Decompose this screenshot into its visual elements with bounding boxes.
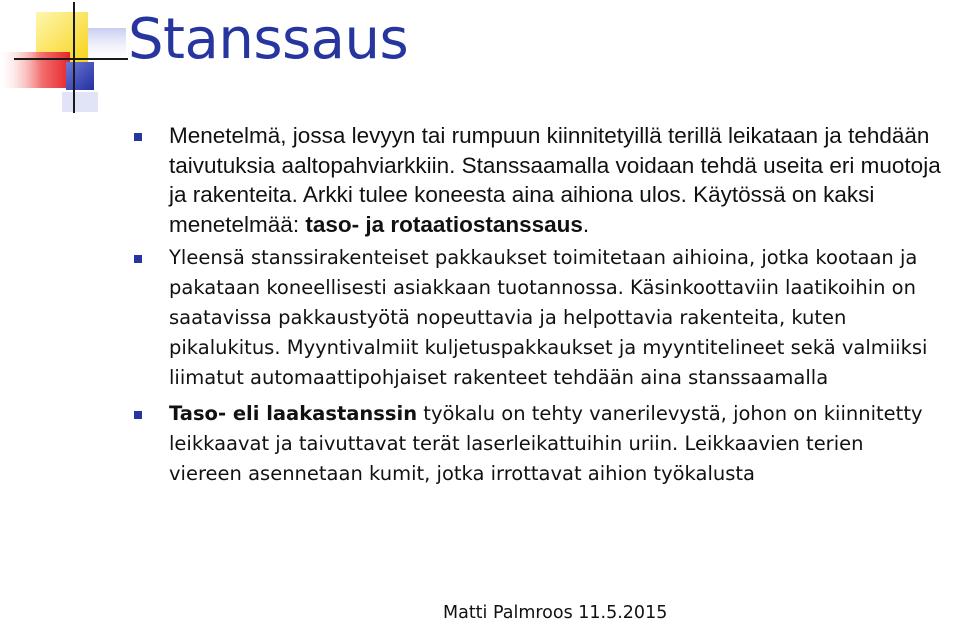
- bullet-text: työkalu on tehty vanerilevystä, johon on kiinnitetty leikkaavat ja taivuttavat terät laserleikattuihin uriin. Leikkaavien terien viereen asennetaan kumit, jotka irrottavat aihion työkalusta: [169, 402, 923, 485]
- bullet-bold-text: Taso- eli laakastanssin: [169, 402, 418, 425]
- bullet-list: [0, 121, 959, 489]
- page-title: Stanssaus: [128, 7, 409, 72]
- square-bullet-icon: [134, 255, 142, 263]
- bullet-text: Yleensä stanssirakenteiset pakkaukset toimitetaan aihioina, jotka kootaan ja pakataan koneellisesti asiakkaan tuotannossa. Käsinkoottaviin laatikoihin on saatavissa pakkaustyötä nopeuttavia ja helpottavia rakenteita, kuten pikalukitus. Myyntivalmiit kuljetuspakkaukset ja myyntitelineet sekä valmiiksi liimatut automaattipohjaiset rakenteet tehdään aina stanssaamalla: [169, 246, 928, 389]
- bullet-text: Menetelmä, jossa levyyn tai rumpuun kiinnitetyillä terillä leikataan ja tehdään taivutuksia aaltopahviarkkiin. Stanssaamalla voidaan tehdä useita eri muotoja ja rakenteita. Arkki tulee koneesta aina aihiona ulos. Käytössä on kaksi menetelmää:: [169, 123, 941, 237]
- footer-author-date: Matti Palmroos 11.5.2015: [443, 603, 668, 623]
- square-bullet-icon: [134, 133, 142, 141]
- bullet-bold-text: taso- ja rotaatiostanssaus: [305, 211, 583, 237]
- colored-squares-logo-icon: [0, 0, 130, 115]
- list-item: [0, 399, 959, 489]
- list-item: [0, 243, 959, 393]
- bullet-text-end: .: [582, 211, 590, 237]
- square-bullet-icon: [134, 411, 142, 419]
- list-item: [0, 121, 959, 239]
